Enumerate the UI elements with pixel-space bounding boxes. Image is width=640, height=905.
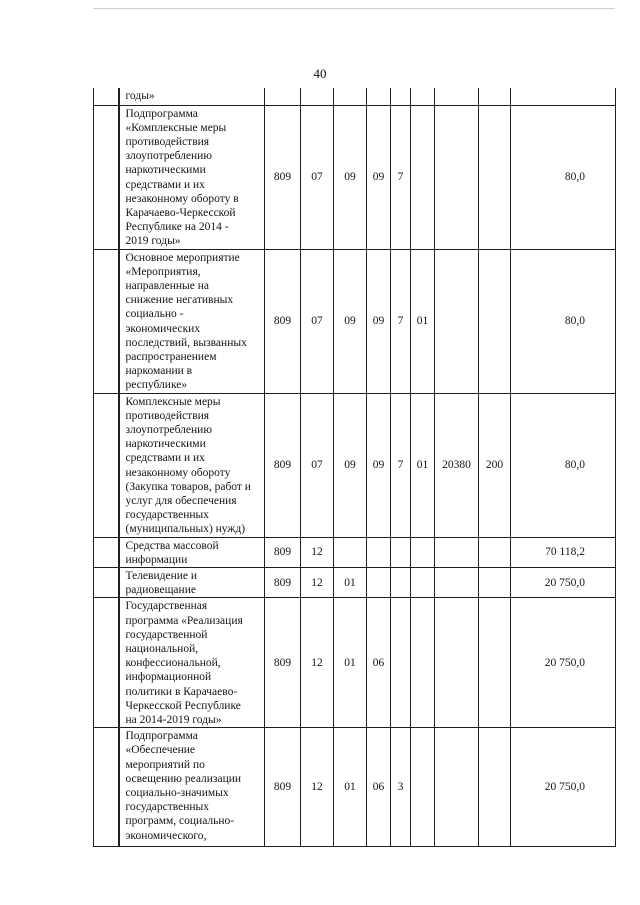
- program-code-cell: 09: [367, 393, 391, 537]
- table-row: [94, 537, 616, 567]
- table-row: [94, 249, 616, 393]
- main-event-code-cell: [411, 537, 435, 567]
- glava-code-cell: 809: [265, 598, 301, 728]
- subsection-code-cell: 09: [334, 105, 367, 249]
- subsection-code-cell: 01: [334, 598, 367, 728]
- item-name-cell: [119, 537, 265, 567]
- program-code-cell: [367, 537, 391, 567]
- subprogram-code-cell: 7: [391, 393, 411, 537]
- row-number-cell: [94, 393, 119, 537]
- row-number-cell: [94, 598, 119, 728]
- item-name-text: годы»: [125, 90, 155, 102]
- subprogram-code-cell: [391, 598, 411, 728]
- program-code-cell: [367, 568, 391, 598]
- item-name-text: Подпрограмма «Комплексные меры противодействия злоупотреблению наркотическими средствами и их незаконному обороту в Карачаево-Черкесской Республике на 2014 - 2019 годы»: [125, 107, 239, 248]
- expense-direction-code-cell: [435, 598, 479, 728]
- item-name-text: Государственная программа «Реализация государственной национальной, конфессиональной, информационной политики в Карачаево- Черкесской Республике на 2014-2019 годы»: [125, 600, 243, 727]
- subprogram-code-cell: 3: [391, 728, 411, 847]
- expense-type-code-cell: [479, 105, 511, 249]
- subprogram-code-cell: 7: [391, 105, 411, 249]
- item-name-cell: [119, 88, 265, 105]
- subsection-code-cell: 01: [334, 568, 367, 598]
- section-code-cell: 12: [301, 598, 334, 728]
- row-number-cell: [94, 537, 119, 567]
- main-event-code-cell: [411, 728, 435, 847]
- table-row: [94, 105, 616, 249]
- program-code-cell: 06: [367, 598, 391, 728]
- page-number: 40: [313, 66, 327, 81]
- item-name-cell: [119, 598, 265, 728]
- item-name-cell: [119, 728, 265, 847]
- item-name-text: Телевидение и радиовещание: [125, 570, 198, 597]
- main-event-code-cell: [411, 88, 435, 105]
- subsection-code-cell: 01: [334, 728, 367, 847]
- table-row: [94, 728, 616, 847]
- section-code-cell: 07: [301, 249, 334, 393]
- glava-code-cell: 809: [265, 728, 301, 847]
- subsection-code-cell: [334, 537, 367, 567]
- item-name-text: Комплексные меры противодействия злоупотреблению наркотическими средствами и их незаконному обороту (Закупка товаров, работ и услуг для обеспечения государственных (муниципальных) нужд): [125, 395, 251, 536]
- glava-code-cell: 809: [265, 537, 301, 567]
- scan-edge-line: [93, 8, 615, 9]
- subprogram-code-cell: [391, 88, 411, 105]
- glava-code-cell: 809: [265, 568, 301, 598]
- subsection-code-cell: 09: [334, 393, 367, 537]
- budget-table: [93, 88, 616, 847]
- amount-cell: 20 750,0: [511, 728, 616, 847]
- expense-direction-code-cell: [435, 728, 479, 847]
- subsection-code-cell: [334, 88, 367, 105]
- amount-cell: 20 750,0: [511, 598, 616, 728]
- item-name-cell: [119, 393, 265, 537]
- row-number-cell: [94, 105, 119, 249]
- subprogram-code-cell: [391, 537, 411, 567]
- item-name-text: Основное мероприятие «Мероприятия, направленные на снижение негативных социально - экономических последствий, вызванных распространением наркомании в республике»: [125, 251, 247, 392]
- table-row: [94, 568, 616, 598]
- expense-direction-code-cell: 20380: [435, 393, 479, 537]
- subsection-code-cell: 09: [334, 249, 367, 393]
- table-row: [94, 393, 616, 537]
- section-code-cell: 07: [301, 105, 334, 249]
- expense-direction-code-cell: [435, 88, 479, 105]
- section-code-cell: 12: [301, 568, 334, 598]
- expense-type-code-cell: [479, 537, 511, 567]
- main-event-code-cell: 01: [411, 393, 435, 537]
- item-name-cell: [119, 249, 265, 393]
- amount-cell: [511, 88, 616, 105]
- glava-code-cell: [265, 88, 301, 105]
- section-code-cell: 07: [301, 393, 334, 537]
- expense-direction-code-cell: [435, 105, 479, 249]
- item-name-text: Подпрограмма «Обеспечение мероприятий по освещению реализации социально-значимых государственных программ, социально- экономического,: [125, 730, 242, 842]
- section-code-cell: 12: [301, 537, 334, 567]
- amount-cell: 80,0: [511, 105, 616, 249]
- row-number-cell: [94, 728, 119, 847]
- expense-type-code-cell: [479, 568, 511, 598]
- expense-type-code-cell: [479, 728, 511, 847]
- subprogram-code-cell: 7: [391, 249, 411, 393]
- amount-cell: 80,0: [511, 393, 616, 537]
- glava-code-cell: 809: [265, 393, 301, 537]
- section-code-cell: [301, 88, 334, 105]
- expense-direction-code-cell: [435, 249, 479, 393]
- amount-cell: 20 750,0: [511, 568, 616, 598]
- expense-direction-code-cell: [435, 537, 479, 567]
- glava-code-cell: 809: [265, 249, 301, 393]
- program-code-cell: 09: [367, 105, 391, 249]
- row-number-cell: [94, 88, 119, 105]
- expense-type-code-cell: [479, 249, 511, 393]
- subprogram-code-cell: [391, 568, 411, 598]
- main-event-code-cell: [411, 105, 435, 249]
- amount-cell: 80,0: [511, 249, 616, 393]
- table-row: [94, 598, 616, 728]
- expense-direction-code-cell: [435, 568, 479, 598]
- row-number-cell: [94, 568, 119, 598]
- item-name-cell: [119, 105, 265, 249]
- main-event-code-cell: [411, 568, 435, 598]
- program-code-cell: [367, 88, 391, 105]
- program-code-cell: 06: [367, 728, 391, 847]
- expense-type-code-cell: [479, 88, 511, 105]
- program-code-cell: 09: [367, 249, 391, 393]
- item-name-cell: [119, 568, 265, 598]
- amount-cell: 70 118,2: [511, 537, 616, 567]
- expense-type-code-cell: 200: [479, 393, 511, 537]
- table-row: [94, 88, 616, 105]
- main-event-code-cell: 01: [411, 249, 435, 393]
- row-number-cell: [94, 249, 119, 393]
- glava-code-cell: 809: [265, 105, 301, 249]
- budget-table-body: [94, 88, 616, 847]
- expense-type-code-cell: [479, 598, 511, 728]
- item-name-text: Средства массовой информации: [125, 539, 219, 566]
- main-event-code-cell: [411, 598, 435, 728]
- section-code-cell: 12: [301, 728, 334, 847]
